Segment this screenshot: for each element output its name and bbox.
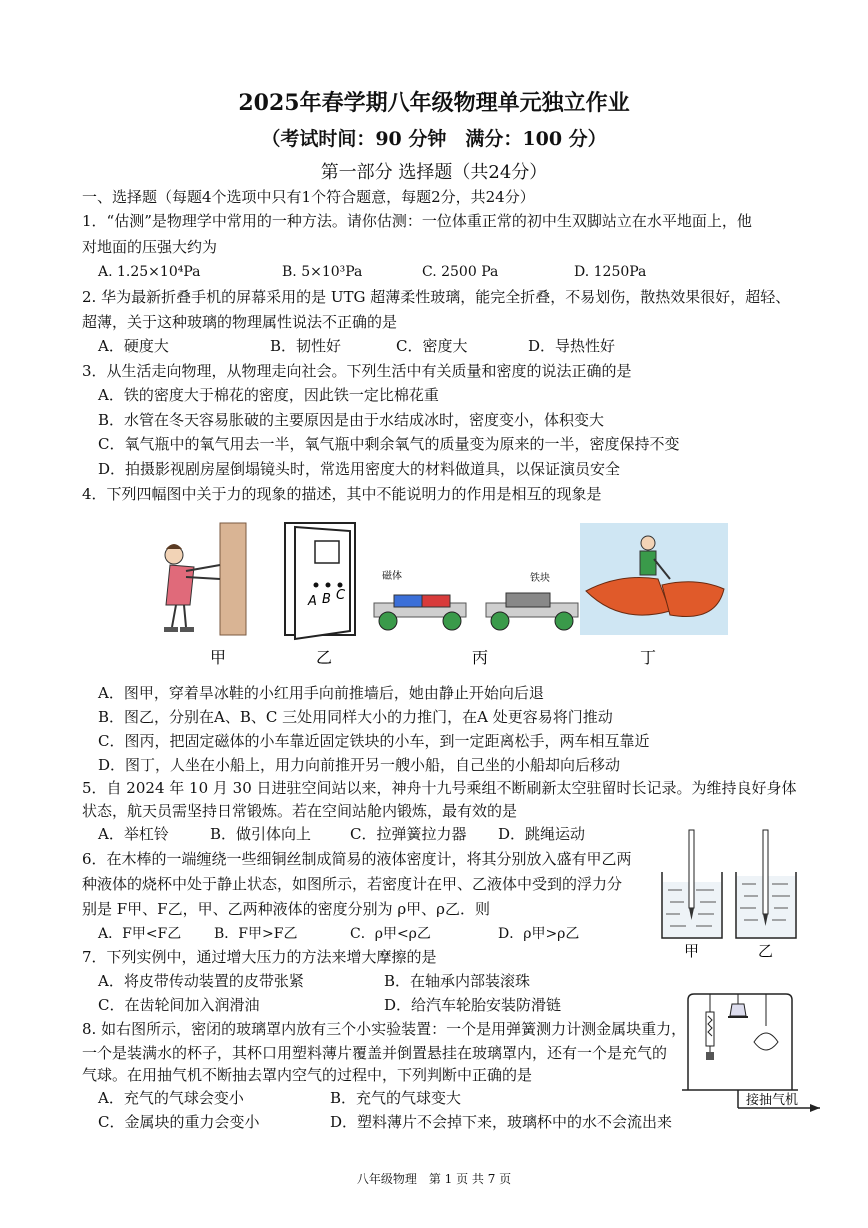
part-heading: 第一部分 选择题（共24分）: [320, 162, 548, 183]
spring-scale: [706, 994, 714, 1060]
q7-option-b[interactable]: B．在轴承内部装滚珠: [384, 972, 531, 990]
q8-stem-2: 一个是装满水的杯子，其杯口用塑料薄片覆盖并倒置悬挂在玻璃罩内，还有一个是充气的: [82, 1044, 668, 1062]
fig-label-ding: 丁: [640, 648, 657, 667]
q1-option-a[interactable]: A. 1.25×10⁴Pa: [98, 264, 201, 280]
page-title: 2025年春学期八年级物理单元独立作业: [238, 90, 630, 116]
q5-option-b[interactable]: B．做引体向上: [210, 825, 312, 843]
figure-bing-carts: [374, 569, 578, 630]
q7-option-d[interactable]: D．给汽车轮胎安装防滑链: [384, 996, 562, 1014]
exam-info: （考试时间：90 分钟 满分：100 分）: [261, 128, 607, 150]
arrow-icon: [810, 1104, 820, 1112]
door-point-a: A: [308, 594, 317, 609]
q3-option-d[interactable]: D．拍摄影视剧房屋倒塌镜头时，常选用密度大的材料做道具，以保证演员安全: [98, 460, 621, 478]
figure-ding-boats: [580, 523, 728, 635]
q4-option-c[interactable]: C．图丙，把固定磁体的小车靠近固定铁块的小车，到一定距离松手，两车相互靠近: [98, 732, 650, 750]
q6-stem-2: 种液体的烧杯中处于静止状态，如图所示，若密度计在甲、乙液体中受到的浮力分: [82, 875, 623, 893]
q8-option-d[interactable]: D．塑料薄片不会掉下来，玻璃杯中的水不会流出来: [330, 1113, 673, 1131]
q5-option-a[interactable]: A．举杠铃: [98, 825, 169, 843]
q6-stem-1: 6．在木棒的一端缠绕一些细铜丝制成简易的液体密度计，将其分别放入盛有甲乙两: [82, 850, 632, 868]
q4-figures: [150, 515, 730, 670]
q4-option-a[interactable]: A．图甲，穿着旱冰鞋的小红用手向前推墙后，她由静止开始向后退: [98, 684, 544, 702]
q5-stem-2: 状态，航天员需坚持日常锻炼。若在空间站舱内锻炼，最有效的是: [82, 802, 518, 820]
q8-stem-3: 气球。在用抽气机不断抽去罩内空气的过程中，下列判断中正确的是: [82, 1066, 533, 1084]
bell-jar: [682, 994, 820, 1108]
q1-option-c[interactable]: C. 2500 Pa: [422, 264, 499, 280]
q6-option-a[interactable]: A．F甲<F乙: [98, 926, 182, 942]
q2-option-d[interactable]: D．导热性好: [528, 337, 616, 355]
door-point-b: B: [322, 592, 331, 607]
q6-stem-3: 别是 F甲、F乙，甲、乙两种液体的密度分别为 ρ甲、ρ乙．则: [82, 900, 490, 918]
inverted-cup: [728, 994, 748, 1017]
pump-label: 接抽气机: [746, 1093, 799, 1108]
beaker-label-yi: 乙: [758, 942, 774, 960]
q8-stem-1: 8. 如右图所示，密闭的玻璃罩内放有三个小实验装置：一个是用弹簧测力计测金属块重力，: [82, 1020, 687, 1038]
q1-option-d[interactable]: D. 1250Pa: [574, 264, 647, 280]
q8-option-a[interactable]: A．充气的气球会变小: [98, 1089, 244, 1107]
q6-densimeter-figure: [656, 826, 806, 960]
balloon: [754, 994, 778, 1050]
figure-yi-door: [285, 523, 355, 639]
q1-stem-1: 1．“估测”是物理学中常用的一种方法。请你估测：一位体重正常的初中生双脚站立在水平地面上，他: [82, 212, 752, 230]
figure-jia-girl-pushing-wall: [164, 523, 246, 635]
q7-option-a[interactable]: A．将皮带传动装置的皮带张紧: [98, 972, 304, 990]
fig-label-jia: 甲: [210, 648, 227, 667]
q4-option-d[interactable]: D．图丁，人坐在小船上，用力向前推开另一艘小船，自己坐的小船却向后移动: [98, 756, 621, 774]
q3-stem: 3．从生活走向物理，从物理走向社会。下列生活中有关质量和密度的说法正确的是: [82, 362, 632, 380]
q4-option-b[interactable]: B．图乙，分别在A、B、C 三处用同样大小的力推门，在A 处更容易将门推动: [98, 708, 613, 726]
q6-option-c[interactable]: C．ρ甲<ρ乙: [350, 926, 431, 942]
q5-option-d[interactable]: D．跳绳运动: [498, 825, 586, 843]
fig-label-bing: 丙: [472, 648, 489, 667]
q5-option-c[interactable]: C．拉弹簧拉力器: [350, 825, 467, 843]
q2-option-c[interactable]: C．密度大: [396, 337, 468, 355]
q3-option-a[interactable]: A．铁的密度大于棉花的密度，因此铁一定比棉花重: [98, 386, 439, 404]
section-heading: 一、选择题（每题4个选项中只有1个符合题意，每题2分，共24分）: [82, 188, 535, 206]
q5-stem-1: 5．自 2024 年 10 月 30 日进驻空间站以来，神舟十九号乘组不断刷新太空驻留时长记录。为维持良好身体: [82, 779, 797, 797]
beaker-yi: [736, 830, 796, 938]
beaker-label-jia: 甲: [684, 942, 700, 960]
q7-option-c[interactable]: C．在齿轮间加入润滑油: [98, 996, 260, 1014]
q8-bell-jar-figure: [680, 990, 830, 1122]
q7-stem: 7．下列实例中，通过增大压力的方法来增大摩擦的是: [82, 948, 437, 966]
fig-label-yi: 乙: [316, 648, 333, 667]
q4-stem: 4．下列四幅图中关于力的现象的描述，其中不能说明力的作用是相互的现象是: [82, 485, 602, 503]
beaker-jia: [662, 830, 722, 938]
q8-option-c[interactable]: C．金属块的重力会变小: [98, 1113, 260, 1131]
q1-option-b[interactable]: B. 5×10³Pa: [282, 264, 363, 280]
q2-stem-2: 超薄，关于这种玻璃的物理属性说法不正确的是: [82, 313, 398, 331]
q3-option-b[interactable]: B．水管在冬天容易胀破的主要原因是由于水结成冰时，密度变小，体积变大: [98, 411, 605, 429]
q2-option-a[interactable]: A．硬度大: [98, 337, 169, 355]
q2-option-b[interactable]: B．韧性好: [270, 337, 342, 355]
q6-option-b[interactable]: B．F甲>F乙: [214, 926, 298, 942]
q2-stem-1: 2. 华为最新折叠手机的屏幕采用的是 UTG 超薄柔性玻璃，能完全折叠，不易划伤，散热效果很好，超轻、: [82, 288, 791, 306]
iron-label: 铁块: [530, 573, 550, 584]
page-footer: 八年级物理 第 1 页 共 7 页: [356, 1172, 512, 1186]
q3-option-c[interactable]: C．氧气瓶中的氧气用去一半，氧气瓶中剩余氧气的质量变为原来的一半，密度保持不变: [98, 435, 680, 453]
q6-option-d[interactable]: D．ρ甲>ρ乙: [498, 926, 580, 942]
q8-option-b[interactable]: B．充气的气球变大: [330, 1089, 462, 1107]
q1-stem-2: 对地面的压强大约为: [82, 238, 218, 256]
door-point-c: C: [336, 588, 346, 603]
magnet-label: 磁体: [382, 571, 402, 582]
